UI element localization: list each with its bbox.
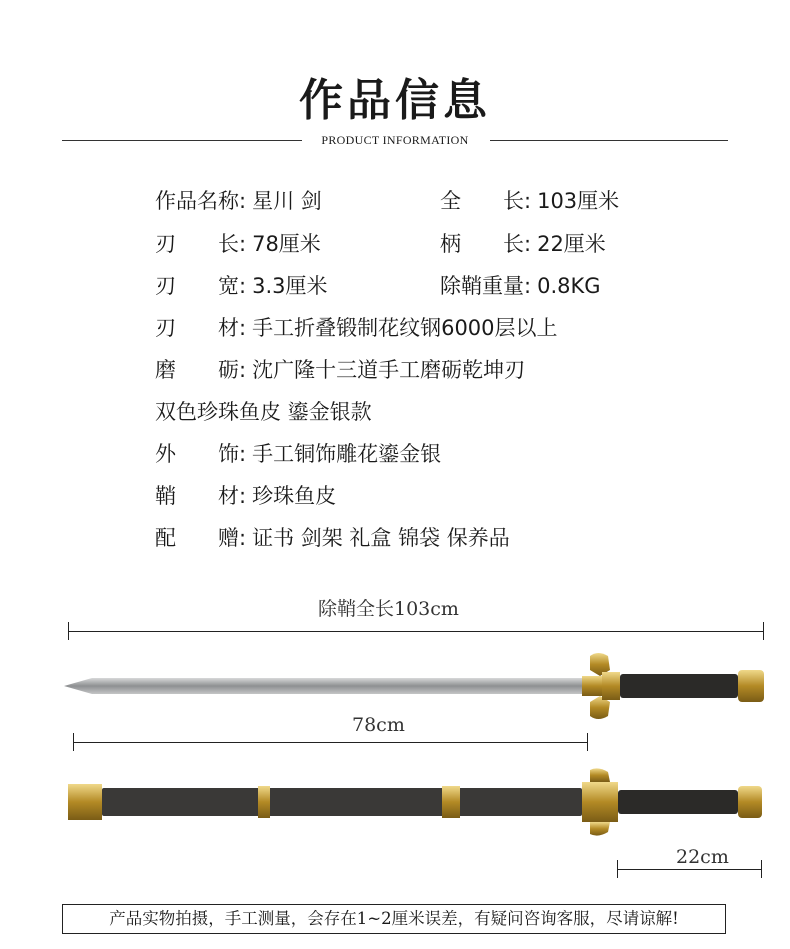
spec-row-gifts	[155, 522, 510, 552]
spec-style-line: 双色珍珠鱼皮 鎏金银款	[155, 400, 372, 424]
blade-dimension-line	[73, 742, 588, 743]
scabbard-svg	[62, 768, 772, 836]
spec-value-name: 星川 剑	[252, 189, 322, 213]
spec-label-blade-width: 刃 宽	[155, 274, 239, 298]
sword-pommel	[738, 670, 764, 702]
scabbard-guard-bottom	[590, 822, 610, 836]
dimension-tick	[761, 860, 762, 878]
spec-colon: :	[239, 484, 247, 508]
sword-handle	[620, 674, 738, 698]
spec-row-weight	[440, 270, 601, 300]
dimension-tick	[763, 622, 764, 640]
spec-value-scabbard: 珍珠鱼皮	[252, 484, 337, 508]
spec-label-fittings: 外 饰	[155, 442, 239, 466]
spec-label-grind: 磨 砺	[155, 358, 239, 382]
scabbard-band-2	[442, 786, 460, 818]
spec-row-material	[155, 312, 558, 342]
spec-colon: :	[524, 189, 532, 213]
spec-value-blade-width: 3.3厘米	[252, 274, 328, 298]
spec-value-handle-length: 22厘米	[537, 232, 606, 256]
scabbard-body	[102, 788, 582, 816]
spec-colon: :	[239, 274, 247, 298]
spec-row-fittings	[155, 438, 441, 468]
spec-colon: :	[524, 274, 532, 298]
spec-colon: :	[239, 358, 247, 382]
title-rule-right	[490, 140, 728, 141]
spec-row-handle-length	[440, 228, 606, 258]
spec-label-gifts: 配 赠	[155, 526, 239, 550]
spec-value-weight: 0.8KG	[537, 274, 601, 298]
sword-ferrule	[602, 672, 620, 700]
spec-row-name	[155, 185, 322, 215]
overall-length-label: 除鞘全长103cm	[318, 598, 459, 620]
spec-label-blade-length: 刃 长	[155, 232, 239, 256]
spec-row-total	[440, 185, 619, 215]
spec-value-blade-length: 78厘米	[252, 232, 321, 256]
spec-label-scabbard: 鞘 材	[155, 484, 239, 508]
sword-blade	[64, 678, 590, 694]
spec-label-name: 作品名称	[155, 189, 239, 213]
sword-image	[62, 648, 772, 724]
scabbard-guard-top	[590, 768, 610, 782]
spec-label-material: 刃 材	[155, 316, 239, 340]
page-subtitle: PRODUCT INFORMATION	[321, 133, 469, 147]
spec-row-style	[155, 396, 372, 426]
scabbard-band-1	[258, 786, 270, 818]
spec-value-grind: 沈广隆十三道手工磨砺乾坤刃	[252, 358, 526, 382]
scabbard-handle	[618, 790, 738, 814]
scabbard-chape	[68, 784, 102, 820]
disclaimer-notice: 产品实物拍摄，手工测量，会存在1~2厘米误差，有疑问咨询客服，尽请谅解!	[62, 904, 726, 934]
spec-row-blade-length	[155, 228, 321, 258]
spec-label-total: 全 长	[440, 189, 524, 213]
spec-row-grind	[155, 354, 525, 384]
dimension-tick	[587, 733, 588, 751]
spec-value-fittings: 手工铜饰雕花鎏金银	[252, 442, 442, 466]
spec-colon: :	[239, 442, 247, 466]
page-title: 作品信息	[299, 75, 491, 126]
spec-value-gifts: 证书 剑架 礼盒 锦袋 保养品	[252, 526, 510, 550]
sword-svg	[62, 648, 772, 724]
spec-row-blade-width	[155, 270, 327, 300]
handle-dimension-line	[617, 869, 762, 870]
spec-label-weight: 除鞘重量	[440, 274, 524, 298]
handle-length-label: 22cm	[676, 846, 729, 868]
overall-dimension-line	[68, 631, 764, 632]
spec-row-scabbard	[155, 480, 336, 510]
spec-colon: :	[239, 232, 247, 256]
spec-value-material: 手工折叠锻制花纹钢6000层以上	[252, 316, 558, 340]
sword-guard-base	[582, 676, 602, 696]
scabbard-throat	[582, 782, 618, 822]
scabbard-pommel	[738, 786, 762, 818]
blade-length-label: 78cm	[352, 714, 405, 736]
spec-colon: :	[239, 316, 247, 340]
spec-colon: :	[239, 526, 247, 550]
spec-colon: :	[524, 232, 532, 256]
spec-value-total: 103厘米	[537, 189, 620, 213]
spec-colon: :	[239, 189, 247, 213]
spec-label-handle-length: 柄 长	[440, 232, 524, 256]
scabbard-image	[62, 768, 772, 836]
